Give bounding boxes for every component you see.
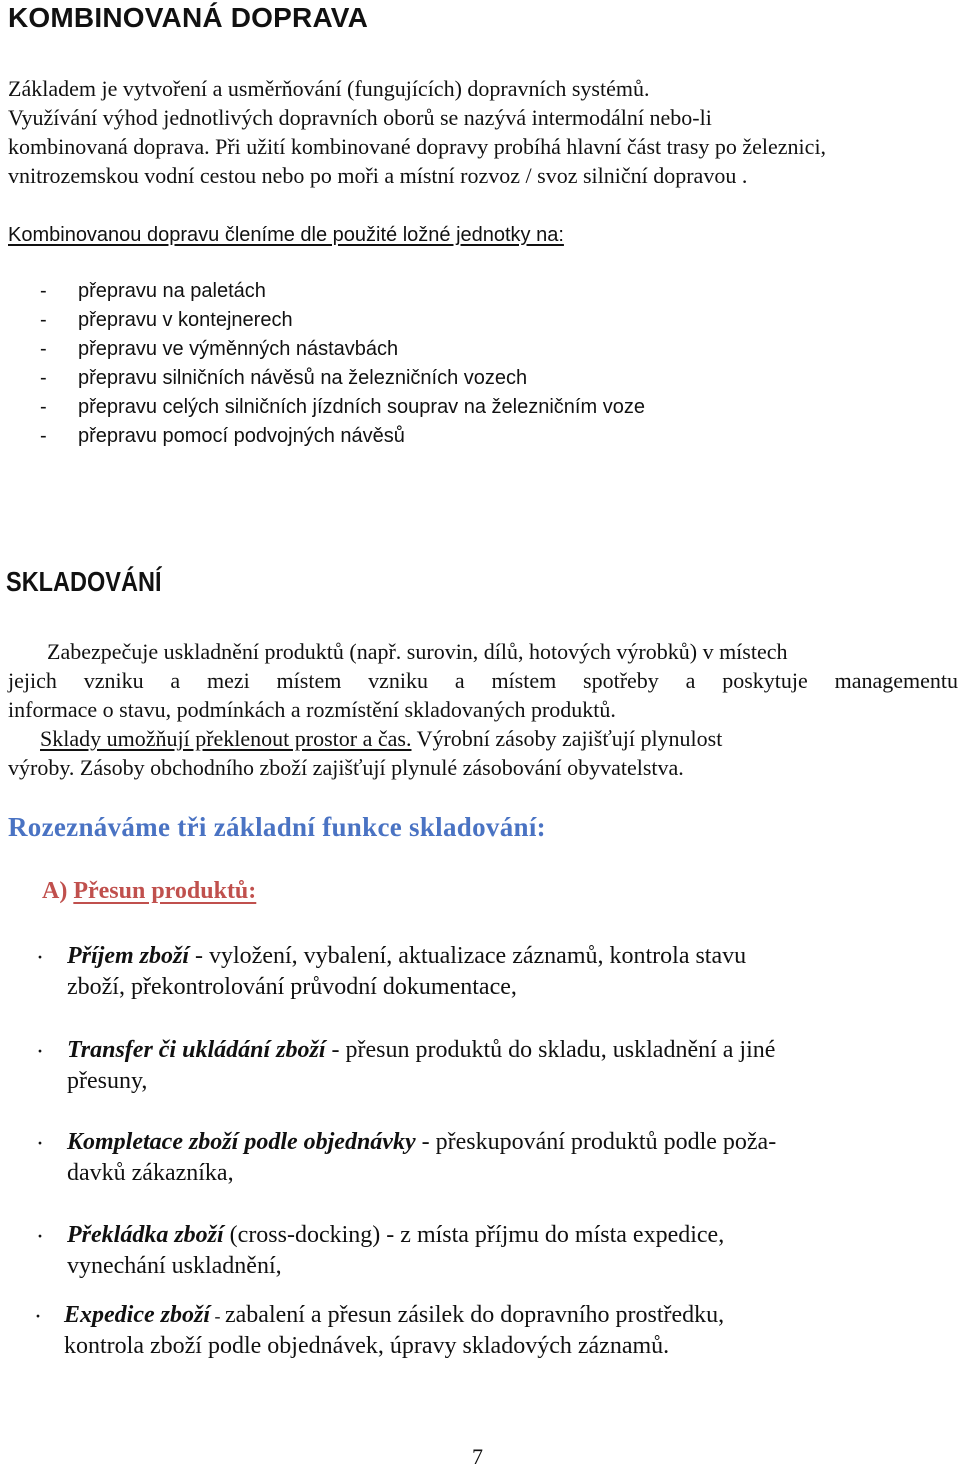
section-heading: SKLADOVÁNÍ xyxy=(6,566,162,597)
function-line xyxy=(67,1127,776,1158)
list-item-text: přepravu na paletách xyxy=(78,280,266,302)
storage-line xyxy=(8,724,958,754)
function-line2: davků zákazníka, xyxy=(67,1160,234,1186)
bullet-dot: · xyxy=(36,1131,44,1157)
list-item-text: přepravu pomocí podvojných návěsů xyxy=(78,425,405,447)
function-desc: (cross-docking) - z místa příjmu do místa expedice, xyxy=(223,1222,725,1248)
function-line xyxy=(67,941,746,972)
intro-line: Využívání výhod jednotlivých dopravních oborů se nazývá intermodální nebo-li xyxy=(8,105,712,130)
function-line xyxy=(67,1035,775,1066)
function-dash: - xyxy=(209,1306,225,1326)
intro-line: vnitrozemskou vodní cestou nebo po moři a místní rozvoz / svoz silniční dopravou . xyxy=(8,163,748,188)
storage-line: výroby. Zásoby obchodního zboží zajišťují plynulé zásobování obyvatelstva. xyxy=(8,755,684,780)
intro-line: kombinovaná doprava. Při užití kombinované dopravy probíhá hlavní část trasy po železnici, xyxy=(8,134,827,159)
list-item-text: přepravu ve výměnných nástavbách xyxy=(78,338,399,360)
function-item xyxy=(0,1035,960,1099)
function-desc: zabalení a přesun zásilek do dopravního prostředku, xyxy=(224,1302,725,1328)
storage-line: Zabezpečuje uskladnění produktů (např. surovin, dílů, hotových výrobků) v místech xyxy=(47,639,788,664)
list-item xyxy=(0,425,960,455)
list-dash: - xyxy=(40,280,47,302)
list-item-text: přepravu v kontejnerech xyxy=(78,309,293,331)
list-dash: - xyxy=(40,367,47,389)
list-item-text: přepravu silničních návěsů na železničních vozech xyxy=(78,367,528,389)
storage-line: jejich vzniku a mezi místem vzniku a místem spotřeby a poskytuje managementu xyxy=(8,668,958,693)
function-item xyxy=(0,1127,960,1191)
function-line2: vynechání uskladnění, xyxy=(67,1253,282,1279)
division-line: Kombinovanou dopravu členíme dle použité ložné jednotky na: xyxy=(8,224,564,246)
subsection-heading xyxy=(42,878,256,905)
function-desc: - přeskupování produktů podle poža- xyxy=(415,1129,777,1155)
list-dash: - xyxy=(40,338,47,360)
function-line xyxy=(67,1220,724,1251)
list-item xyxy=(0,338,960,368)
function-term: Překládka zboží xyxy=(67,1222,224,1248)
bullet-dot: · xyxy=(36,1224,44,1250)
list-item-text: přepravu celých silničních jízdních souprav na železničním voze xyxy=(78,396,645,418)
bullet-dot: · xyxy=(36,945,44,971)
storage-line: informace o stavu, podmínkách a rozmístění skladovaných produktů. xyxy=(8,697,616,722)
functions-heading: Rozeznáváme tři základní funkce skladování: xyxy=(8,812,546,842)
list-dash: - xyxy=(40,309,47,331)
list-item xyxy=(0,367,960,397)
page-title: KOMBINOVANÁ DOPRAVA xyxy=(8,2,369,33)
page-number: 7 xyxy=(472,1444,483,1469)
function-line2: přesuny, xyxy=(67,1068,148,1094)
storage-line-rest: Výrobní zásoby zajišťují plynulost xyxy=(411,726,723,751)
subsection-prefix: A) xyxy=(42,878,74,904)
function-line2: kontrola zboží podle objednávek, úpravy skladových záznamů. xyxy=(64,1333,670,1359)
function-line2: zboží, překontrolování průvodní dokumentace, xyxy=(67,974,517,1000)
function-item xyxy=(0,1220,960,1284)
function-term: Transfer či ukládání zboží xyxy=(67,1037,326,1063)
intro-line: Základem je vytvoření a usměrňování (fungujících) dopravních systémů. xyxy=(8,76,650,101)
list-item xyxy=(0,280,960,310)
function-desc: - přesun produktů do skladu, uskladnění a jiné xyxy=(325,1037,776,1063)
function-line xyxy=(64,1300,724,1332)
function-item xyxy=(0,1300,960,1364)
function-item xyxy=(0,941,960,1005)
function-term: Expedice zboží xyxy=(64,1302,210,1328)
list-item xyxy=(0,309,960,339)
function-term: Příjem zboží xyxy=(67,943,190,969)
list-dash: - xyxy=(40,396,47,418)
function-desc: - vyložení, vybalení, aktualizace záznamů, kontrola stavu xyxy=(189,943,747,969)
subsection-title: Přesun produktů: xyxy=(73,878,257,904)
list-item xyxy=(0,396,960,426)
list-dash: - xyxy=(40,425,47,447)
bullet-dot: · xyxy=(36,1039,44,1065)
underlined-statement: Sklady umožňují překlenout prostor a čas. xyxy=(40,726,412,751)
bullet-dot: · xyxy=(34,1304,42,1330)
function-term: Kompletace zboží podle objednávky xyxy=(67,1129,416,1155)
